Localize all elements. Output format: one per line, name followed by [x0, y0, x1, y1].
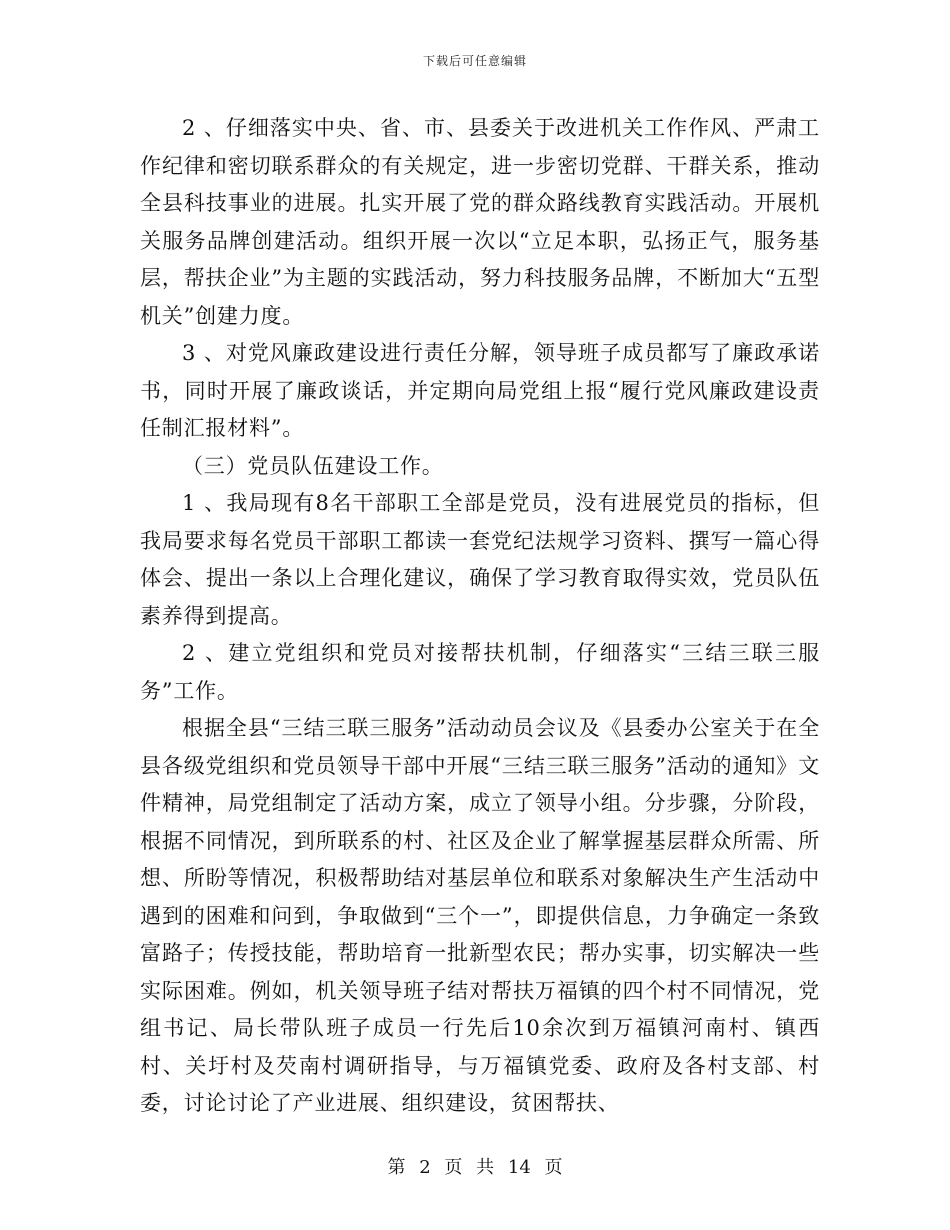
footer-total-pages: 14	[507, 1157, 531, 1178]
paragraph-item-2-mechanism: 2 、建立党组织和党员对接帮扶机制，仔细落实“三结三联三服务”工作。	[140, 641, 820, 703]
document-body	[140, 110, 820, 1123]
footer-current-page: 2	[419, 1157, 431, 1178]
paragraph-item-2-discipline: 2 、仔细落实中央、省、市、县委关于改进机关工作作风、严肃工作纪律和密切联系群众的有关规定，进一步密切党群、干群关系，推动全县科技事业的进展。扎实开展了党的群众路线教育实践活动。开展机关服务品牌创建活动。组织开展一次以“立足本职，弘扬正气，服务基层，帮扶企业”为主题的实践活动，努力科技服务品牌，不断加大“五型机关”创建力度。	[140, 116, 820, 328]
footer-label-total-unit: 页	[544, 1157, 563, 1178]
paragraph-item-3-responsibility: 3 、对党风廉政建设进行责任分解，领导班子成员都写了廉政承诺书，同时开展了廉政谈话，并定期向局党组上报“履行党风廉政建设责任制汇报材料”。	[140, 341, 820, 440]
footer-label-total: 共	[476, 1157, 495, 1178]
page-header: 下载后可任意编辑	[422, 54, 527, 68]
page-footer	[0, 1153, 950, 1179]
footer-label-page-unit: 页	[444, 1157, 463, 1178]
paragraph-activity-details: 根据全县“三结三联三服务”活动动员会议及《县委办公室关于在全县各级党组织和党员领导干部中开展“三结三联三服务”活动的通知》文件精神，局党组制定了活动方案，成立了领导小组。分步骤，分阶段，根据不同情况，到所联系的村、社区及企业了解掌握基层群众所需、所想、所盼等情况，积极帮助结对基层单位和联系对象解决生产生活动中遇到的困难和问到，争取做到“三个一”，即提供信息，力争确定一条致富路子；传授技能，帮助培育一批新型农民；帮办实事，切实解决一些实际困难。例如，机关领导班子结对帮扶万福镇的四个村不同情况，党组书记、局长带队班子成员一行先后10余次到万福镇河南村、镇西村、关圩村及芡南村调研指导，与万福镇党委、政府及各村支部、村委，讨论讨论了产业进展、组织建设，贫困帮扶、	[140, 716, 820, 1115]
section-heading-party-team: （三）党员队伍建设工作。	[182, 453, 444, 478]
footer-label-page: 第	[387, 1157, 406, 1178]
paragraph-item-1-members: 1 、我局现有8名干部职工全部是党员，没有进展党员的指标，但我局要求每名党员干部职工都读一套党纪法规学习资料、撰写一篇心得体会、提出一条以上合理化建议，确保了学习教育取得实效，党员队伍素养得到提高。	[140, 491, 820, 628]
